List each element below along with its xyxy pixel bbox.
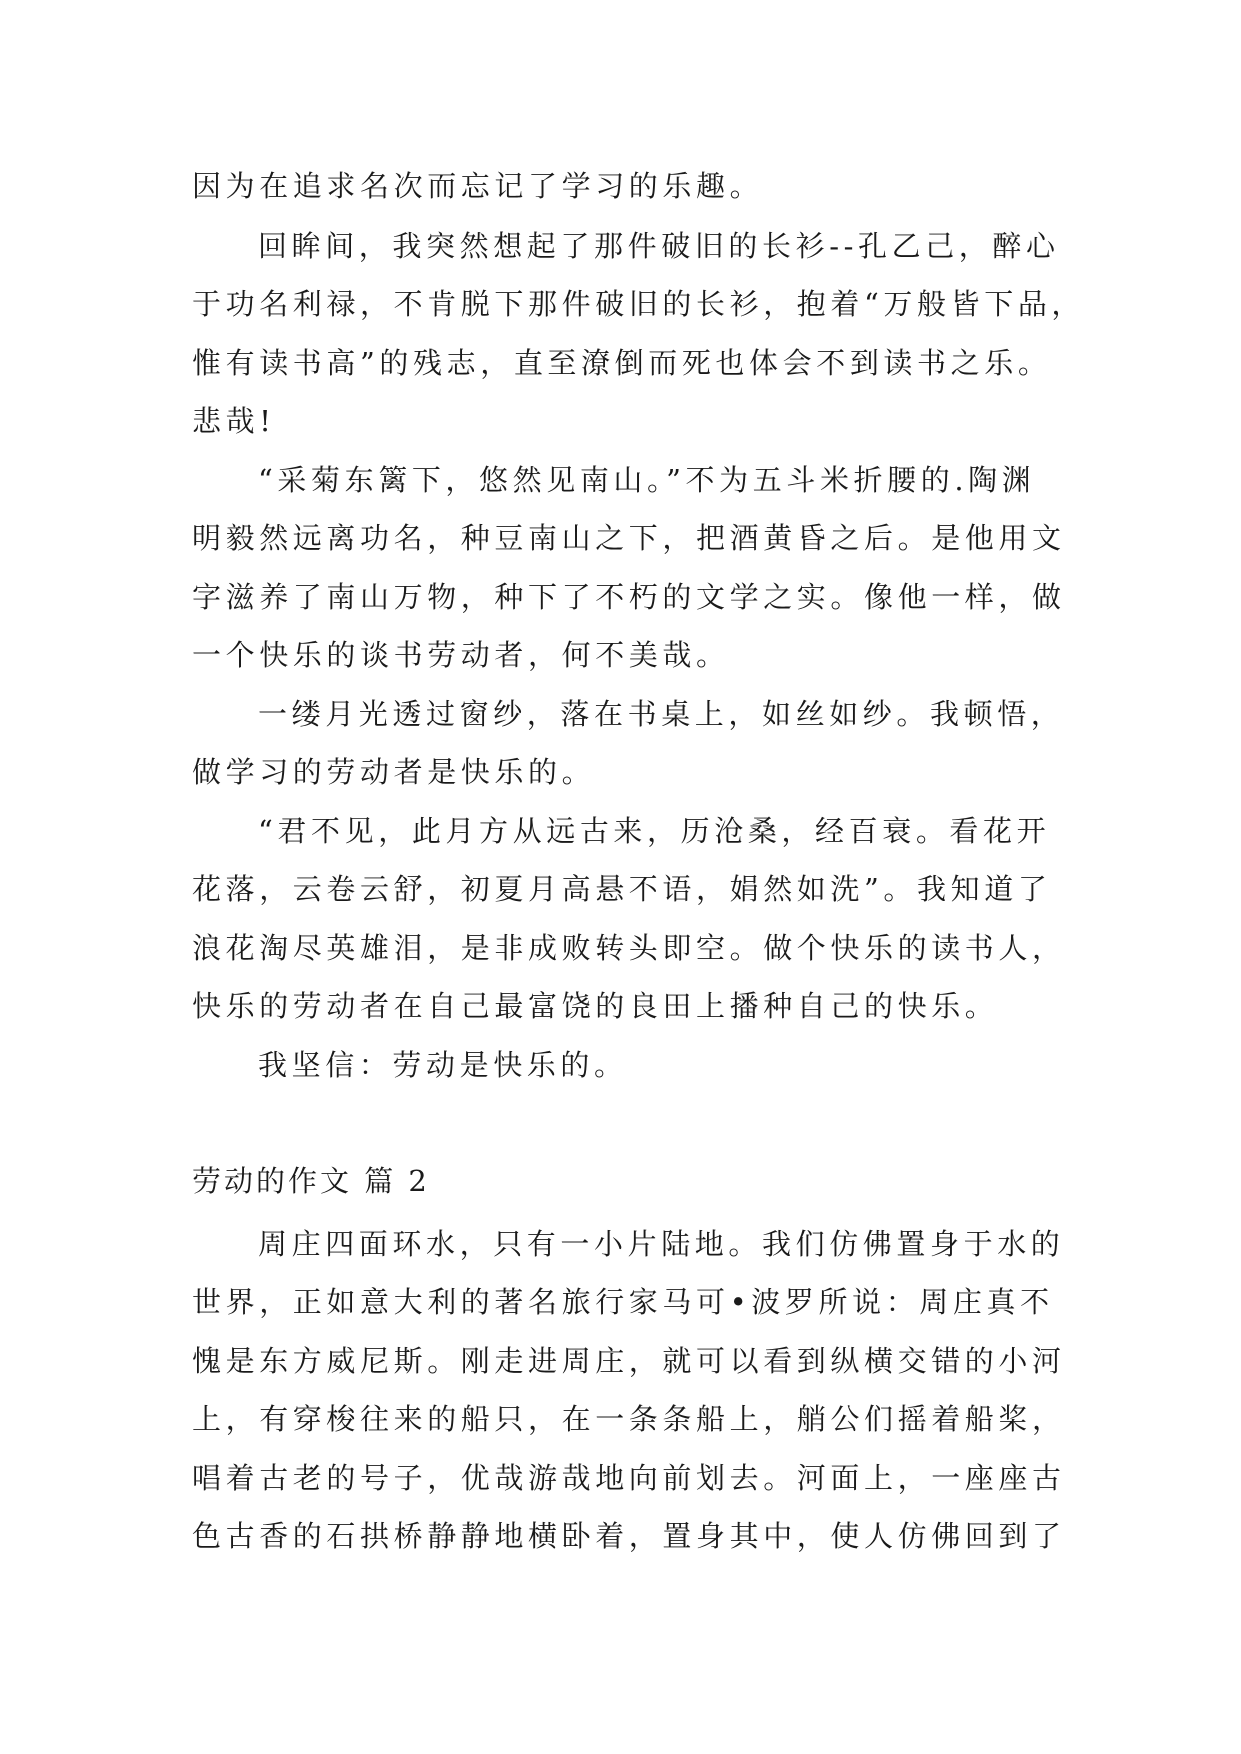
text-line: 回眸间，我突然想起了那件破旧的长衫--孔乙己，醉心 bbox=[258, 229, 1060, 263]
text-line: 世界，正如意大利的著名旅行家马可•波罗所说：周庄真不 bbox=[192, 1285, 1054, 1319]
text-line: 快乐的劳动者在自己最富饶的良田上播种自己的快乐。 bbox=[192, 989, 999, 1023]
text-line: 我坚信：劳动是快乐的。 bbox=[258, 1048, 628, 1082]
text-line: 字滋养了南山万物，种下了不朽的文学之实。像他一样，做 bbox=[192, 580, 1066, 614]
text-line: 愧是东方威尼斯。刚走进周庄，就可以看到纵横交错的小河 bbox=[192, 1344, 1066, 1378]
text-line: 浪花淘尽英雄泪，是非成败转头即空。做个快乐的读书人， bbox=[192, 931, 1066, 965]
text-line: 周庄四面环水，只有一小片陆地。我们仿佛置身于水的 bbox=[258, 1227, 1065, 1261]
section-heading: 劳动的作文 篇 2 bbox=[192, 1164, 430, 1198]
text-line: 上，有穿梭往来的船只，在一条条船上，艄公们摇着船桨， bbox=[192, 1402, 1066, 1436]
text-line: 惟有读书高”的残志，直至潦倒而死也体会不到读书之乐。 bbox=[192, 346, 1052, 380]
text-line: 因为在追求名次而忘记了学习的乐趣。 bbox=[192, 169, 764, 203]
text-line: 做学习的劳动者是快乐的。 bbox=[192, 755, 596, 789]
text-line: 一缕月光透过窗纱，落在书桌上，如丝如纱。我顿悟， bbox=[258, 697, 1065, 731]
text-line: 色古香的石拱桥静静地横卧着，置身其中，使人仿佛回到了 bbox=[192, 1519, 1066, 1553]
text-line: 花落，云卷云舒，初夏月高悬不语，娟然如洗”。我知道了 bbox=[192, 872, 1052, 906]
text-line: 悲哉! bbox=[192, 404, 276, 438]
text-line: 明毅然远离功名，种豆南山之下，把酒黄昏之后。是他用文 bbox=[192, 521, 1066, 555]
text-line: 唱着古老的号子，优哉游哉地向前划去。河面上，一座座古 bbox=[192, 1461, 1066, 1495]
text-line: 一个快乐的谈书劳动者，何不美哉。 bbox=[192, 638, 730, 672]
text-line: “采菊东篱下，悠然见南山。”不为五斗米折腰的.陶渊 bbox=[258, 463, 1036, 497]
text-line: “君不见，此月方从远古来，历沧桑，经百衰。看花开 bbox=[258, 814, 1051, 848]
text-line: 于功名利禄，不肯脱下那件破旧的长衫，抱着“万般皆下品， bbox=[192, 287, 1086, 321]
